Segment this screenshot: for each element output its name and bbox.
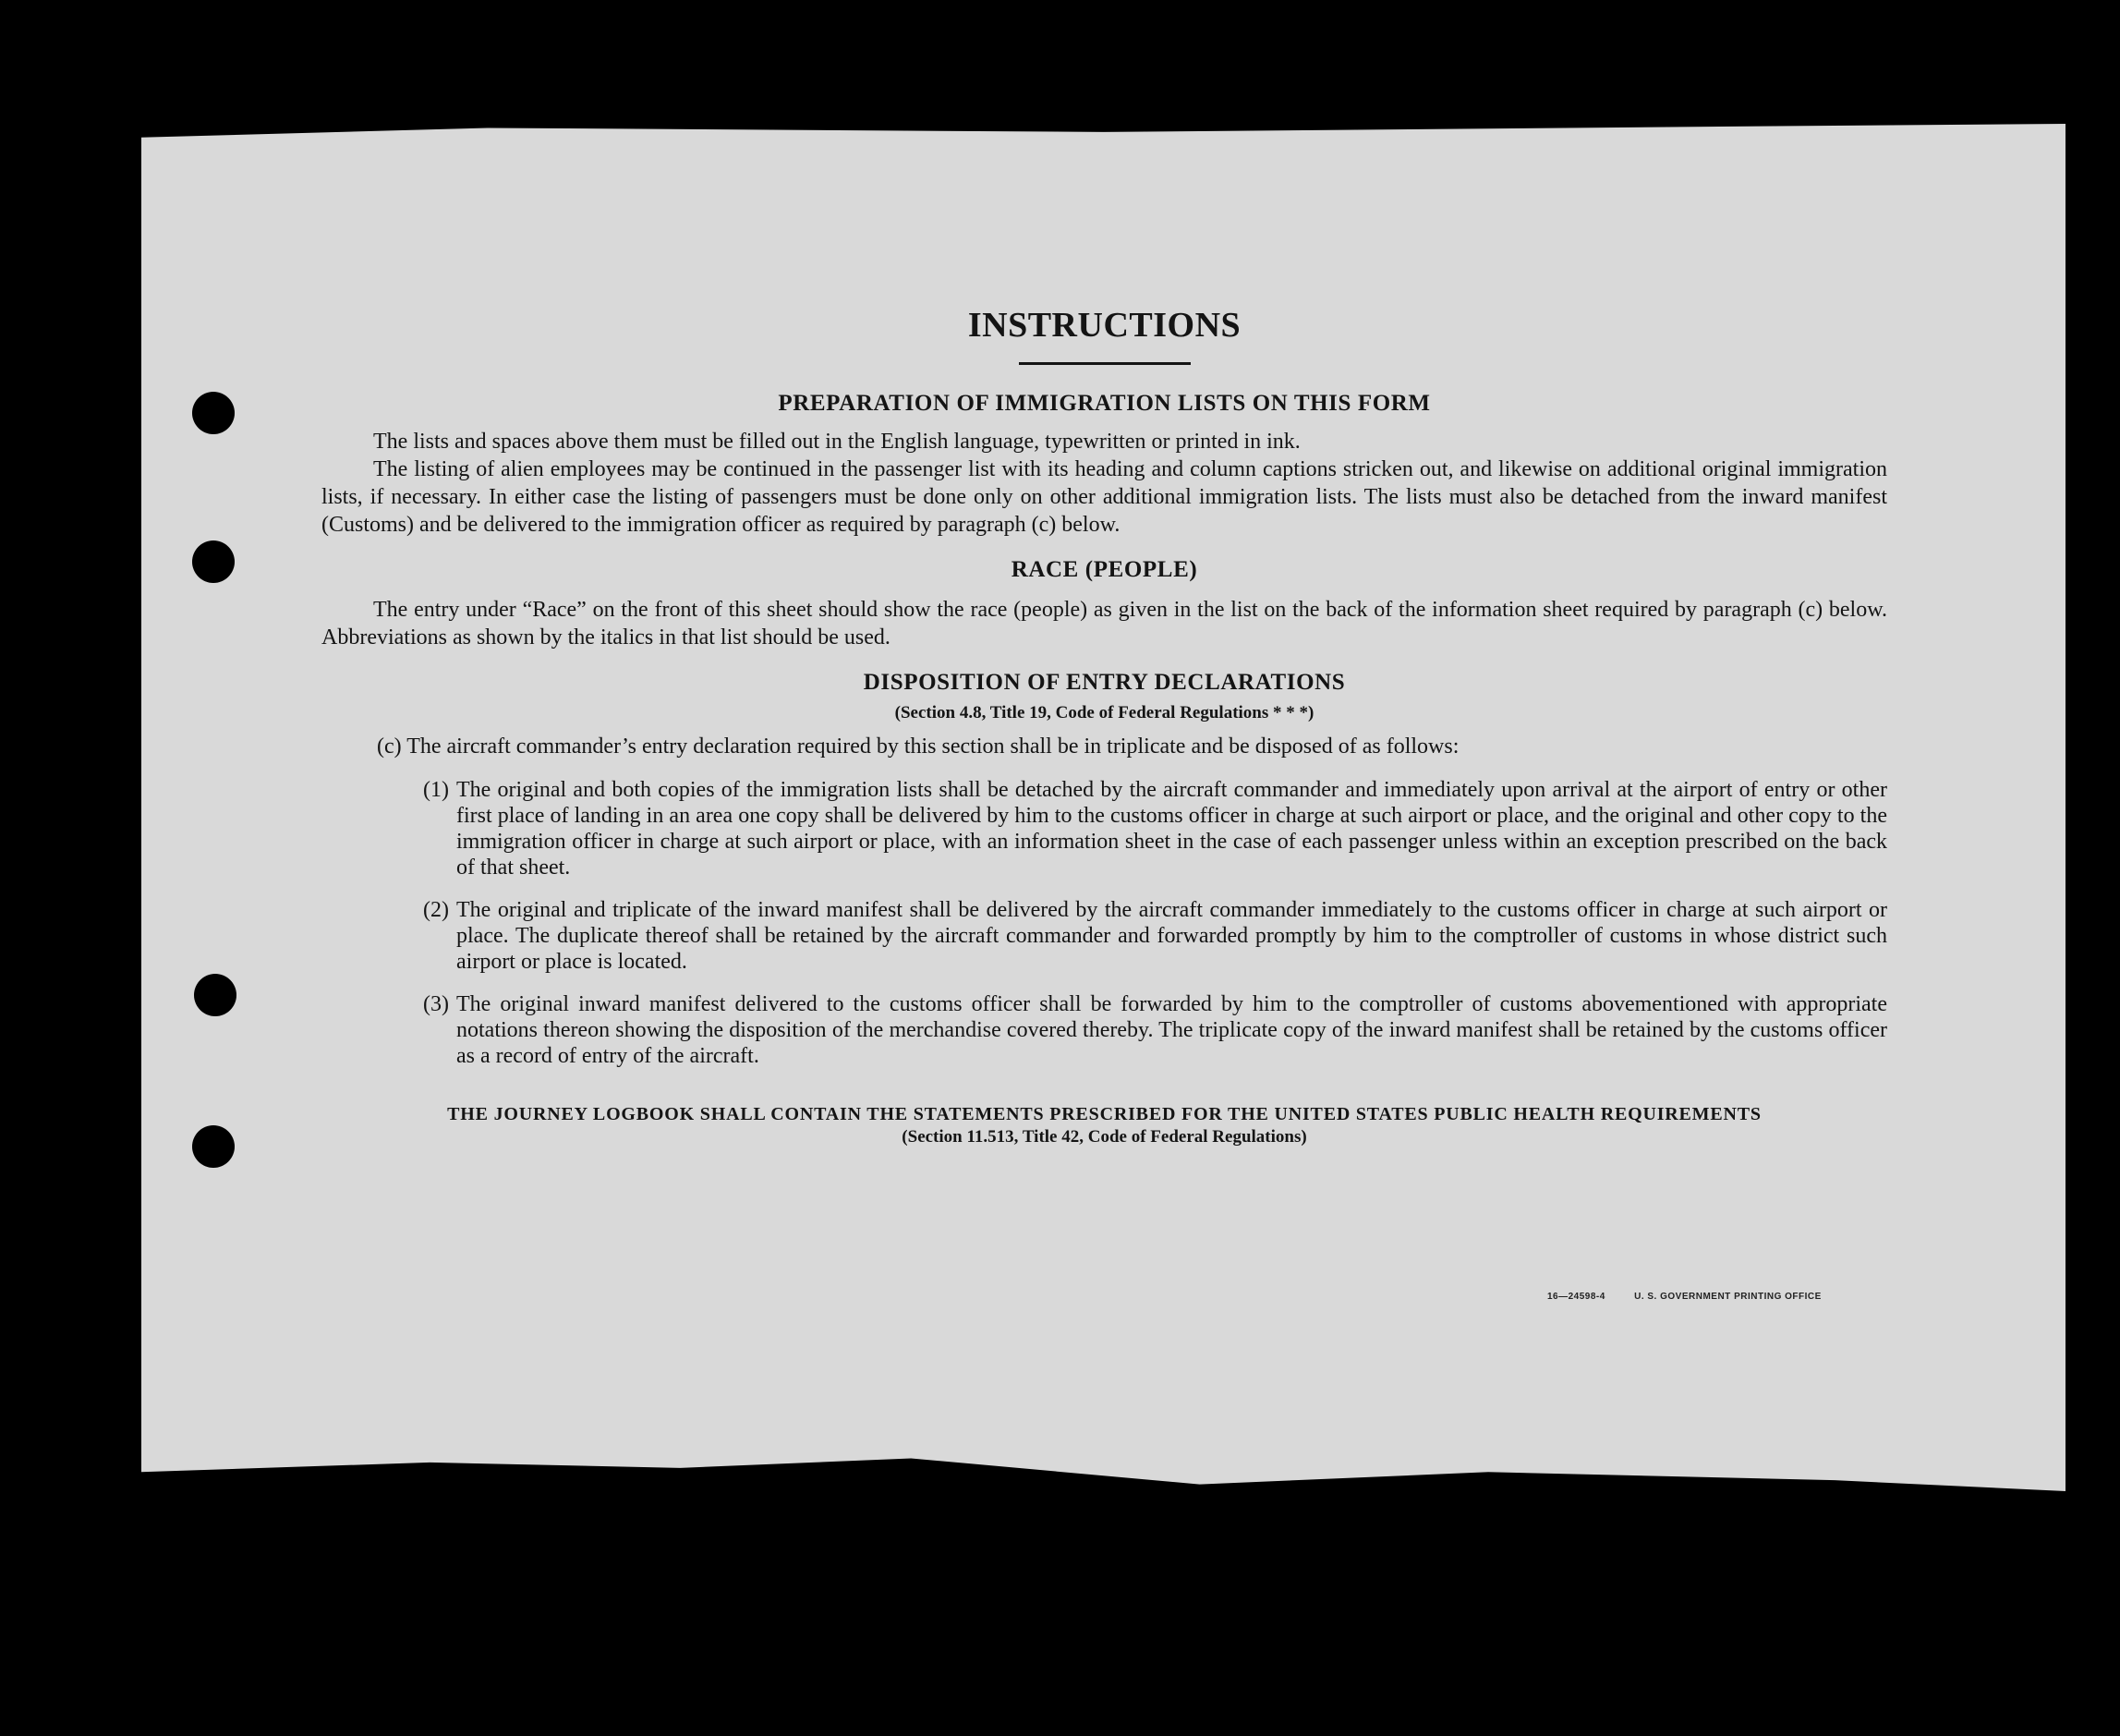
form-number: 16—24598-4 bbox=[1547, 1292, 1605, 1302]
item-text: The original and both copies of the immigration lists shall be detached by the aircraft commander and immediately upon arrival at the airport of entry or other first place of landing in an area one copy shall be delivered by him to the customs officer in charge at such airport or place, and the original and other copy to the immigration officer in charge at such airport or place, with an information sheet in the case of each passenger unless within an exception prescribed on the back of that sheet. bbox=[456, 778, 1887, 880]
list-item bbox=[423, 991, 1887, 1069]
item-number: (2) bbox=[423, 898, 449, 922]
footer-statement: THE JOURNEY LOGBOOK SHALL CONTAIN THE STATEMENTS PRESCRIBED FOR THE UNITED STATES PUBLIC HEALTH REQUIREMENTS bbox=[447, 1104, 1762, 1124]
list-item bbox=[423, 897, 1887, 975]
instructions-content bbox=[321, 305, 1887, 1147]
paragraph-c-intro: (c) The aircraft commander’s entry declaration required by this section shall be in triplicate and be disposed of as follows: bbox=[377, 734, 1460, 759]
page-title: INSTRUCTIONS bbox=[967, 306, 1242, 345]
section-heading-race: RACE (PEOPLE) bbox=[1011, 557, 1198, 582]
paragraph-race: The entry under “Race” on the front of this sheet should show the race (people) as given in the list on the back of the information sheet required by paragraph (c) below. Abbreviations as shown by the italics in that list should be used. bbox=[321, 598, 1887, 649]
item-text: The original inward manifest delivered to the customs officer shall be forwarded by him to the comptroller of customs abovementioned with appropriate notations thereon showing the disposition of the merchandise covered thereby. The triplicate copy of the inward manifest shall be retained by the customs officer as a record of entry of the aircraft. bbox=[456, 992, 1887, 1068]
print-code bbox=[1547, 1292, 1847, 1302]
binder-hole bbox=[192, 1125, 235, 1168]
list-item bbox=[423, 777, 1887, 880]
footer-reference: (Section 11.513, Title 42, Code of Federal Regulations) bbox=[902, 1127, 1307, 1147]
title-rule bbox=[1019, 362, 1191, 365]
section-heading-preparation: PREPARATION OF IMMIGRATION LISTS ON THIS FORM bbox=[778, 391, 1431, 416]
printer-name: U. S. GOVERNMENT PRINTING OFFICE bbox=[1634, 1292, 1822, 1302]
paragraph-alien-employees: The listing of alien employees may be continued in the passenger list with its heading and column captions stricken out, and likewise on additional original immigration lists, if necessary. In either case the listing of passengers must be done only on other additional immigration lists. The lists must also be detached from the inward manifest (Customs) and be delivered to the immigration officer as required by paragraph (c) below. bbox=[321, 457, 1887, 537]
section-reference: (Section 4.8, Title 19, Code of Federal Regulations * * *) bbox=[894, 703, 1314, 722]
section-heading-disposition: DISPOSITION OF ENTRY DECLARATIONS bbox=[863, 670, 1346, 695]
item-text: The original and triplicate of the inward manifest shall be delivered by the aircraft commander immediately to the customs officer in charge at such airport or place. The duplicate thereof shall be retained by the aircraft commander and forwarded promptly by him to the comptroller of customs in whose district such airport or place is located. bbox=[456, 898, 1887, 974]
binder-hole bbox=[194, 974, 236, 1016]
item-number: (3) bbox=[423, 992, 449, 1016]
item-number: (1) bbox=[423, 778, 449, 802]
binder-hole bbox=[192, 540, 235, 583]
paragraph-language: The lists and spaces above them must be filled out in the English language, typewritten or printed in ink. bbox=[373, 430, 1301, 454]
binder-hole bbox=[192, 392, 235, 434]
